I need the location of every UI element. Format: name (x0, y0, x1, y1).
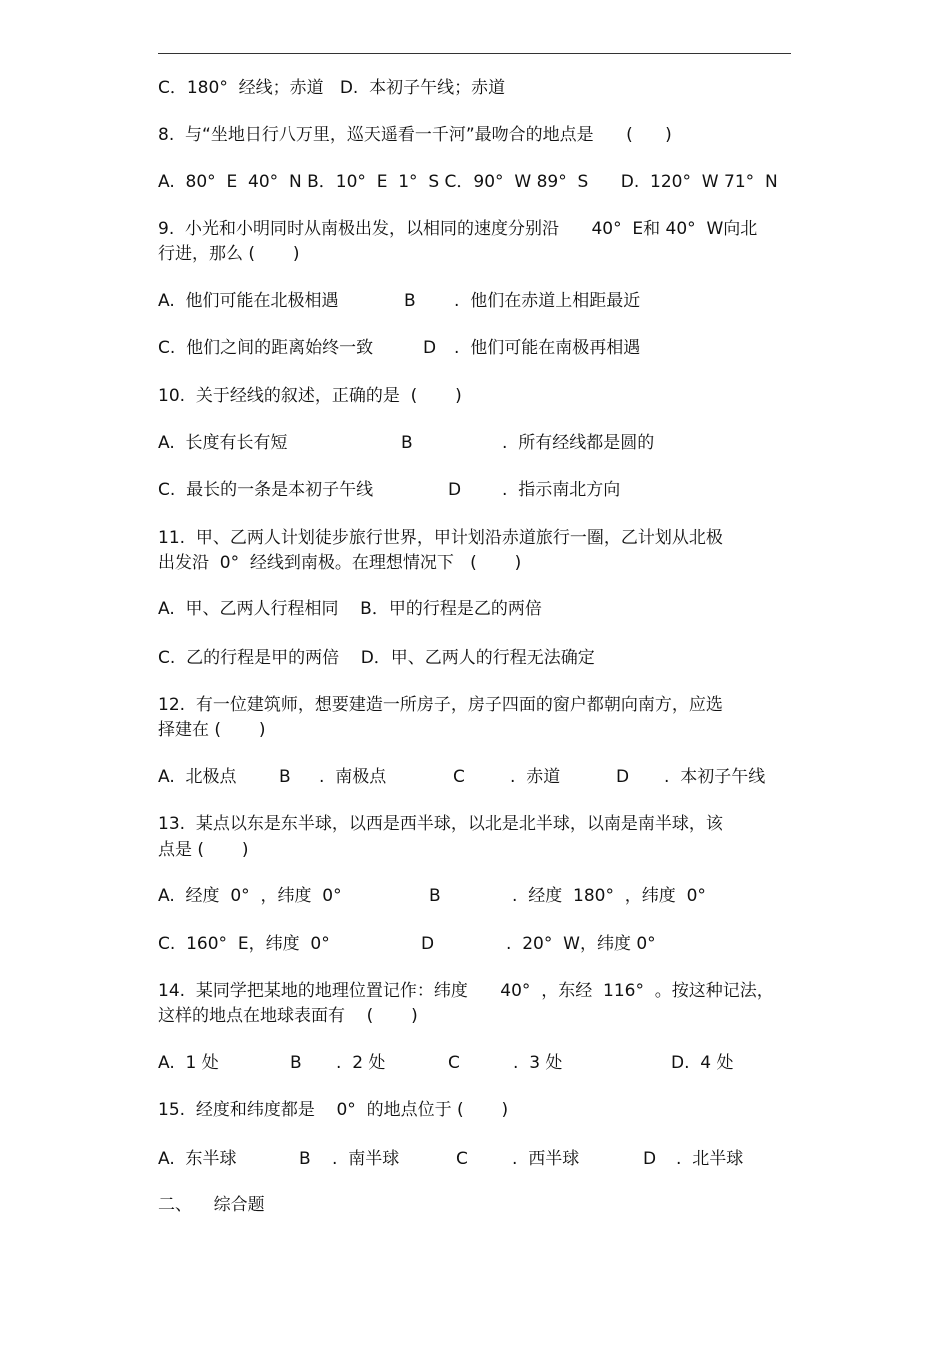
q15-option-a: A. 东半球 (158, 1149, 237, 1169)
q11-stem-1: 11. 甲、乙两人计划徒步旅行世界，甲计划沿赤道旅行一圈，乙计划从北极 (158, 528, 723, 548)
q13-option-b: . 经度 180° ，纬度 0° (512, 886, 706, 906)
section-2-heading: 二、 综合题 (158, 1195, 265, 1215)
q12-stem-1: 12. 有一位建筑师，想要建造一所房子，房子四面的窗户都朝向南方，应选 (158, 695, 723, 715)
q13-option-d: . 20° W，纬度 0° (506, 934, 656, 954)
top-rule (158, 53, 791, 54)
q12-option-c: . 赤道 (510, 767, 561, 787)
q13-stem-1: 13. 某点以东是东半球，以西是西半球，以北是北半球，以南是南半球，该 (158, 814, 723, 834)
q15-option-d: . 北半球 (676, 1149, 744, 1169)
q14-stem-2: 这样的地点在地球表面有 ( ) (158, 1006, 418, 1026)
q12-option-d-letter: D (616, 767, 630, 787)
q13-stem-2: 点是 ( ) (158, 840, 249, 860)
q11-stem-2: 出发沿 0° 经线到南极。在理想情况下 ( ) (158, 553, 522, 573)
q15-option-c-letter: C (456, 1149, 468, 1169)
q9-stem-2: 行进，那么 ( ) (158, 244, 300, 264)
q15-option-d-letter: D (643, 1149, 657, 1169)
q10-option-b: . 所有经线都是圆的 (502, 433, 655, 453)
q14-option-b: . 2 处 (336, 1053, 386, 1073)
q9-option-d: . 他们可能在南极再相遇 (454, 338, 641, 358)
q10-option-c: C. 最长的一条是本初子午线 (158, 480, 374, 500)
q10-option-d-letter: D (448, 480, 462, 500)
q13-option-b-letter: B (429, 886, 441, 906)
q14-stem-1: 14. 某同学把某地的地理位置记作：纬度 40° ，东经 116° 。按这种记法， (158, 981, 774, 1001)
q12-option-a: A. 北极点 (158, 767, 237, 787)
q9-stem-1: 9. 小光和小明同时从南极出发，以相同的速度分别沿 40° E和 40° W向北 (158, 219, 758, 239)
q12-option-d: . 本初子午线 (664, 767, 766, 787)
q12-stem-2: 择建在 ( ) (158, 720, 266, 740)
q13-option-c: C. 160° E，纬度 0° (158, 934, 330, 954)
q8-stem: 8. 与“坐地日行八万里，巡天遥看一千河”最吻合的地点是 ( ) (158, 125, 672, 145)
q14-option-b-letter: B (290, 1053, 302, 1073)
q15-option-b: . 南半球 (332, 1149, 400, 1169)
q14-option-c-letter: C (448, 1053, 460, 1073)
q9-option-b: . 他们在赤道上相距最近 (454, 291, 641, 311)
q13-option-a: A. 经度 0° ，纬度 0° (158, 886, 342, 906)
q9-option-a: A. 他们可能在北极相遇 (158, 291, 339, 311)
q15-option-c: . 西半球 (512, 1149, 580, 1169)
q10-option-d: . 指示南北方向 (502, 480, 621, 500)
q12-option-b: . 南极点 (319, 767, 387, 787)
q14-option-d: D. 4 处 (671, 1053, 734, 1073)
q15-stem: 15. 经度和纬度都是 0° 的地点位于 ( ) (158, 1100, 509, 1120)
q13-option-d-letter: D (421, 934, 435, 954)
q10-option-b-letter: B (401, 433, 413, 453)
q14-option-a: A. 1 处 (158, 1053, 219, 1073)
q9-option-b-letter: B (404, 291, 416, 311)
q15-option-b-letter: B (299, 1149, 311, 1169)
q8-options: A. 80° E 40° N B．10° E 1° S C．90° W 89° S D. 120° W 71° N (158, 172, 778, 192)
q10-stem: 10. 关于经线的叙述，正确的是 ( ) (158, 386, 462, 406)
q12-option-c-letter: C (453, 767, 465, 787)
q14-option-c: . 3 处 (513, 1053, 563, 1073)
q11-options-cd: C. 乙的行程是甲的两倍 D．甲、乙两人的行程无法确定 (158, 648, 595, 668)
q10-option-a: A. 长度有长有短 (158, 433, 288, 453)
q9-option-d-letter: D (423, 338, 437, 358)
q9-option-c: C. 他们之间的距离始终一致 (158, 338, 374, 358)
q11-options-ab: A. 甲、乙两人行程相同 B．甲的行程是乙的两倍 (158, 599, 542, 619)
q12-option-b-letter: B (279, 767, 291, 787)
q7-options-cd: C．180° 经线；赤道 D. 本初子午线；赤道 (158, 78, 506, 98)
